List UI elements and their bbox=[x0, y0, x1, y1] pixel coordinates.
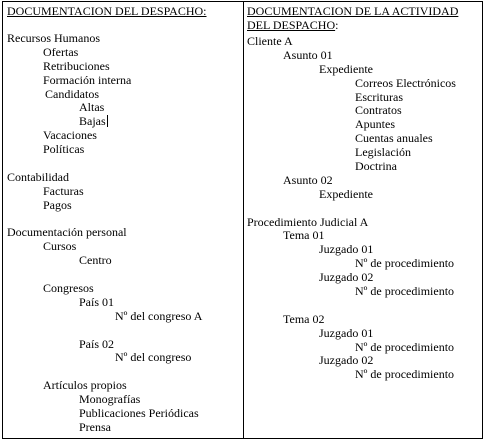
outline-item: Nº de procedimiento bbox=[355, 256, 455, 271]
outline-item: Monografías bbox=[79, 392, 141, 407]
outline-item: Cuentas anuales bbox=[355, 131, 433, 146]
outline-item: Publicaciones Periódicas bbox=[79, 406, 199, 421]
outline-item: País 01 bbox=[79, 294, 115, 309]
outline-item: Juzgado 02 bbox=[319, 353, 374, 368]
right-heading bbox=[247, 4, 483, 32]
outline-item: Bajas bbox=[79, 114, 106, 129]
outline-item: Formación interna bbox=[43, 72, 132, 87]
column-divider bbox=[243, 2, 244, 438]
right-heading-line1: DOCUMENTACION DE LA ACTIVIDAD bbox=[247, 4, 459, 18]
outline-item: Vacaciones bbox=[43, 128, 97, 143]
outline-item: Correos Electrónicos bbox=[355, 75, 456, 90]
outline-item: País 02 bbox=[79, 336, 115, 351]
left-heading: DOCUMENTACION DEL DESPACHO: bbox=[7, 4, 207, 18]
blank-line bbox=[7, 365, 239, 379]
outline-item: Prensa bbox=[79, 419, 111, 434]
outline-item: Legislación bbox=[355, 145, 411, 160]
right-outline bbox=[247, 35, 483, 382]
outline-item: Doctrina bbox=[355, 159, 397, 174]
right-column bbox=[247, 2, 483, 382]
outline-item: Tema 02 bbox=[283, 311, 325, 326]
right-heading-suffix: : bbox=[335, 18, 339, 32]
outline-item: Tema 01 bbox=[283, 228, 325, 243]
outline-item: Nº de procedimiento bbox=[355, 284, 455, 299]
left-outline bbox=[7, 32, 239, 435]
blank-line bbox=[7, 324, 239, 338]
outline-item: Cliente A bbox=[247, 34, 293, 48]
outline-item: Expediente bbox=[319, 61, 373, 76]
blank-line bbox=[7, 157, 239, 171]
outline-item: Nº del congreso bbox=[115, 350, 192, 365]
outline-item: Expediente bbox=[319, 186, 373, 201]
outline-item: Cursos bbox=[43, 239, 77, 254]
outline-item: Altas bbox=[79, 100, 105, 115]
outline-item: Políticas bbox=[43, 142, 85, 157]
outline-item: Recursos Humanos bbox=[7, 31, 100, 45]
right-heading-line2: DEL DESPACHO bbox=[247, 18, 336, 32]
blank-line bbox=[7, 268, 239, 282]
blank-line bbox=[247, 299, 483, 313]
outline-item: Apuntes bbox=[355, 117, 395, 132]
outline-item: Candidatos bbox=[45, 86, 99, 101]
outline-item: Contabilidad bbox=[7, 169, 69, 184]
outline-item: Pagos bbox=[43, 197, 72, 212]
outline-item: Juzgado 02 bbox=[319, 270, 374, 285]
outline-item: Juzgado 01 bbox=[319, 242, 374, 257]
left-column bbox=[7, 2, 239, 435]
outline-item: Artículos propios bbox=[43, 378, 127, 393]
outline-item: Contratos bbox=[355, 103, 402, 118]
outline-item: Asunto 01 bbox=[283, 47, 333, 62]
outline-item: Escrituras bbox=[355, 89, 403, 104]
outline-item: Nº de procedimiento bbox=[355, 367, 455, 382]
outline-item: Facturas bbox=[43, 183, 84, 198]
outline-item: Juzgado 01 bbox=[319, 325, 374, 340]
outline-item: Documentación personal bbox=[7, 225, 127, 240]
blank-line bbox=[247, 202, 483, 216]
outline-item: Centro bbox=[79, 253, 112, 268]
text-cursor bbox=[107, 115, 108, 127]
outline-item: Ofertas bbox=[43, 44, 79, 59]
outline-item: Nº de procedimiento bbox=[355, 339, 455, 354]
outline-item: Congresos bbox=[43, 281, 94, 296]
blank-line bbox=[7, 213, 239, 227]
outline-item: Retribuciones bbox=[43, 58, 110, 73]
outline-item: Asunto 02 bbox=[283, 172, 333, 187]
outline-item: Procedimiento Judicial A bbox=[247, 214, 369, 229]
document-table bbox=[2, 1, 483, 439]
outline-item: Nº del congreso A bbox=[115, 308, 203, 323]
